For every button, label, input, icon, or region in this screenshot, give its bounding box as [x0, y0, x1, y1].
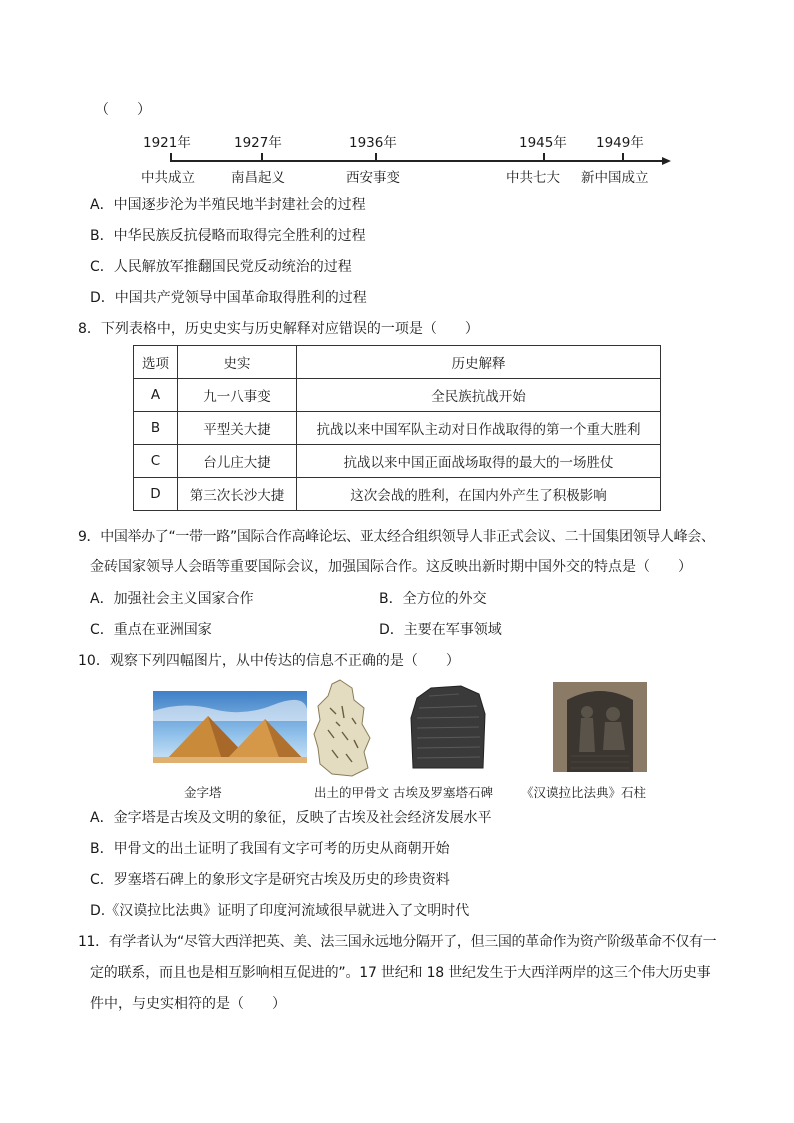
table-row [134, 412, 661, 445]
q11-stem-line2: 定的联系，而且也是相互影响相互促进的”。17 世纪和 18 世纪发生于大西洋两岸的这三个伟大历史事 [90, 965, 711, 981]
hammurabi-stele-image [553, 682, 647, 772]
table-cell: 抗战以来中国正面战场取得的最大的一场胜仗 [297, 445, 661, 478]
pyramid-image [153, 691, 307, 763]
timeline-arrow [662, 157, 671, 165]
q10-option-b[interactable]: B．甲骨文的出土证明了我国有文字可考的历史从商朝开始 [90, 841, 450, 857]
q10-option-a[interactable]: A．金字塔是古埃及文明的象征，反映了古埃及社会经济发展水平 [90, 810, 492, 826]
q7-option-b[interactable]: B．中华民族反抗侵略而取得完全胜利的过程 [90, 228, 366, 244]
q10-option-c[interactable]: C．罗塞塔石碑上的象形文字是研究古埃及历史的珍贵资料 [90, 872, 450, 888]
q8-stem: 8．下列表格中，历史史实与历史解释对应错误的一项是（ ） [78, 321, 479, 337]
table-cell: A [134, 379, 178, 412]
timeline-tick [170, 153, 172, 161]
timeline-event: 新中国成立 [581, 170, 649, 186]
q10-stem: 10．观察下列四幅图片，从中传达的信息不正确的是（ ） [78, 653, 460, 669]
q8-table [133, 345, 661, 511]
table-row [134, 478, 661, 511]
timeline-year-1945: 1945年 [519, 135, 567, 151]
q9-option-b[interactable]: B．全方位的外交 [379, 591, 487, 607]
timeline-event: 中共七大 [506, 170, 560, 186]
timeline-year-1949: 1949年 [596, 135, 644, 151]
table-cell: 九一八事变 [178, 379, 297, 412]
timeline-axis [170, 160, 664, 162]
q7-option-c[interactable]: C．人民解放军推翻国民党反动统治的过程 [90, 259, 352, 275]
table-header-row [134, 346, 661, 379]
timeline-tick [543, 153, 545, 161]
timeline-year-1921: 1921年 [143, 135, 191, 151]
rosetta-stone-image [409, 684, 487, 770]
table-cell: 抗战以来中国军队主动对日作战取得的第一个重大胜利 [297, 412, 661, 445]
caption-hammurabi-stele: 《汉谟拉比法典》石柱 [521, 785, 647, 800]
table-header: 选项 [134, 346, 178, 379]
q7-option-a[interactable]: A．中国逐步沦为半殖民地半封建社会的过程 [90, 197, 366, 213]
table-cell: B [134, 412, 178, 445]
q9-option-a[interactable]: A．加强社会主义国家合作 [90, 591, 254, 607]
table-cell: 台儿庄大捷 [178, 445, 297, 478]
timeline-year-1927: 1927年 [234, 135, 282, 151]
q10-option-d[interactable]: D.《汉谟拉比法典》证明了印度河流域很早就进入了文明时代 [90, 903, 470, 919]
q9-stem-line1: 9．中国举办了“一带一路”国际合作高峰论坛、亚太经合组织领导人非正式会议、二十国集团领导人峰会、 [78, 529, 715, 545]
table-cell: D [134, 478, 178, 511]
table-header: 历史解释 [297, 346, 661, 379]
table-header: 史实 [178, 346, 297, 379]
table-cell: 第三次长沙大捷 [178, 478, 297, 511]
q11-stem-line1: 11．有学者认为“尽管大西洋把英、美、法三国永远地分隔开了，但三国的革命作为资产阶级革命不仅有一 [78, 934, 717, 950]
caption-pyramid: 金字塔 [184, 785, 222, 800]
timeline-event: 西安事变 [346, 170, 400, 186]
table-cell: 平型关大捷 [178, 412, 297, 445]
timeline-tick [261, 153, 263, 161]
timeline-event: 南昌起义 [231, 170, 285, 186]
q9-option-d[interactable]: D．主要在军事领域 [379, 622, 502, 638]
table-row [134, 445, 661, 478]
q9-option-c[interactable]: C．重点在亚洲国家 [90, 622, 212, 638]
table-cell: C [134, 445, 178, 478]
timeline-event: 中共成立 [141, 170, 195, 186]
table-cell: 这次会战的胜利，在国内外产生了积极影响 [297, 478, 661, 511]
caption-oracle-bone: 出土的甲骨文 [314, 785, 390, 800]
q11-stem-line3: 件中，与史实相符的是（ ） [90, 996, 286, 1012]
oracle-bone-image [312, 678, 372, 778]
table-row [134, 379, 661, 412]
timeline-tick [375, 153, 377, 161]
timeline-tick [622, 153, 624, 161]
q7-option-d[interactable]: D．中国共产党领导中国革命取得胜利的过程 [90, 290, 367, 306]
table-cell: 全民族抗战开始 [297, 379, 661, 412]
caption-rosetta-stone: 古埃及罗塞塔石碑 [393, 785, 494, 800]
q9-stem-line2: 金砖国家领导人会晤等重要国际会议，加强国际合作。这反映出新时期中国外交的特点是（ ） [90, 559, 692, 575]
timeline-year-1936: 1936年 [349, 135, 397, 151]
q7-answer-paren: （ ） [95, 102, 151, 118]
